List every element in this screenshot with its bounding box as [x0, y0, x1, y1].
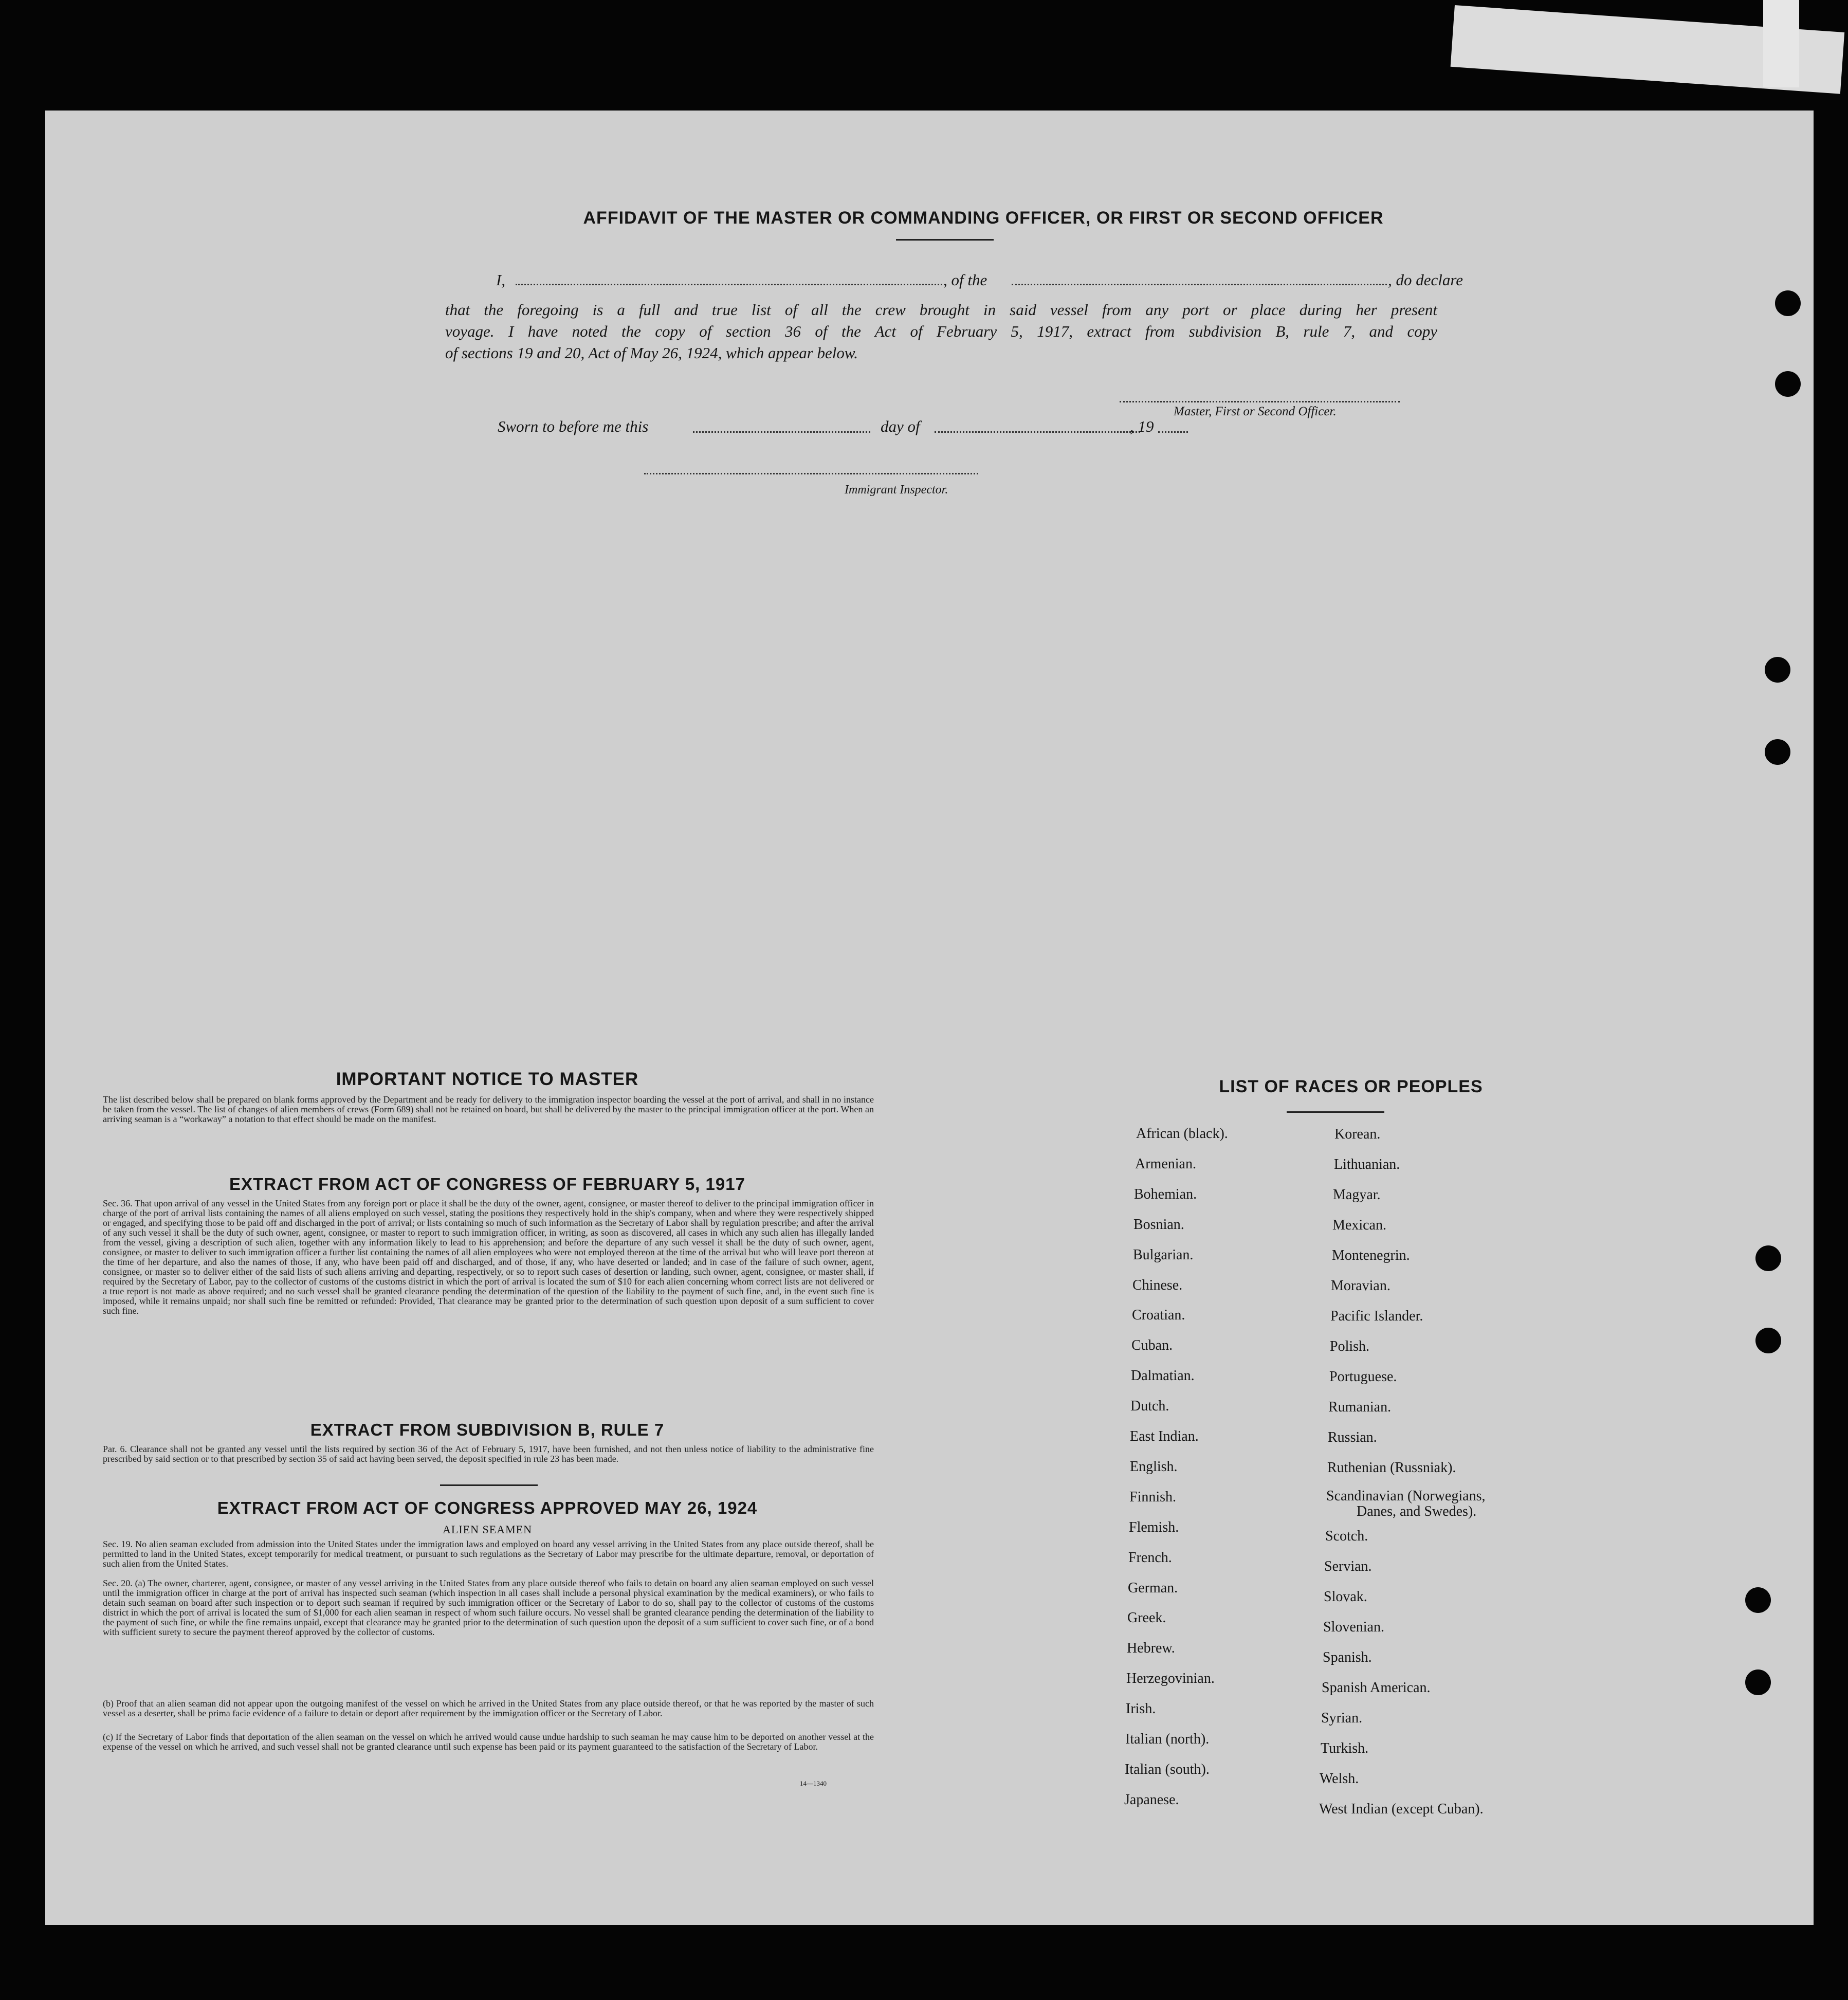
affidavit-line-2: that the foregoing is a full and true list of all the crew brought in said vessel from any port or place during her present — [445, 301, 1437, 319]
form-number: 14—1340 — [800, 1779, 827, 1787]
race-item: Lithuanian. — [1334, 1157, 1400, 1172]
races-title: LIST OF RACES OR PEOPLES — [1219, 1077, 1483, 1096]
race-item: Herzegovinian. — [1126, 1671, 1215, 1686]
affidavit-title: AFFIDAVIT OF THE MASTER OR COMMANDING OFFICER, OR FIRST OR SECOND OFFICER — [583, 208, 1384, 228]
race-item: Croatian. — [1132, 1307, 1185, 1323]
race-item: Bulgarian. — [1133, 1247, 1194, 1263]
race-item: Armenian. — [1135, 1156, 1196, 1172]
race-item: Bosnian. — [1133, 1217, 1184, 1233]
inspector-caption: Immigrant Inspector. — [845, 483, 948, 497]
alien-seamen-subtitle: ALIEN SEAMEN — [443, 1523, 532, 1536]
race-item: Montenegrin. — [1332, 1247, 1410, 1263]
sworn-month-line — [935, 431, 1140, 433]
race-item: Polish. — [1330, 1338, 1370, 1354]
race-item: Pacific Islander. — [1330, 1308, 1423, 1324]
race-item: Greek. — [1127, 1610, 1166, 1626]
day-of-text: day of — [881, 417, 920, 435]
race-item: Russian. — [1328, 1429, 1377, 1445]
title-rule — [896, 239, 994, 241]
race-item: Bohemian. — [1134, 1186, 1197, 1202]
race-item: Spanish American. — [1322, 1680, 1431, 1696]
year-line — [1158, 431, 1188, 433]
race-item: Finnish. — [1129, 1489, 1177, 1505]
punch-hole — [1745, 1587, 1771, 1613]
sworn-day-line — [693, 431, 870, 433]
background-sheet-corner — [1763, 0, 1799, 87]
race-item: Chinese. — [1132, 1277, 1183, 1293]
extract-1924-sec19: Sec. 19. No alien seaman excluded from admission into the United States under the immigration laws and employed on board any vessel arriving in the United States from any place outside thereof, shall be permitted to land in the United States, except temporarily for medical treatment, or pursuant to such regulations as the Secretary of Labor may prescribe for the ultimate departure, removal, or deportation of such alien from the United States. — [103, 1539, 874, 1569]
race-item: Servian. — [1324, 1558, 1372, 1574]
punch-hole — [1755, 1245, 1781, 1271]
punch-hole — [1755, 1328, 1781, 1353]
race-item: Korean. — [1334, 1126, 1381, 1142]
races-rule — [1287, 1111, 1384, 1113]
race-item: Slovenian. — [1323, 1619, 1384, 1635]
punch-hole — [1775, 290, 1801, 316]
race-item: Danes, and Swedes). — [1357, 1503, 1477, 1519]
race-item: English. — [1130, 1459, 1178, 1475]
form-page — [45, 111, 1814, 1925]
race-item: Irish. — [1126, 1701, 1156, 1717]
race-item: Moravian. — [1331, 1278, 1390, 1294]
officer-signature-line — [1120, 401, 1400, 402]
race-item: Slovak. — [1324, 1589, 1367, 1605]
affidavit-of-the: , of the — [943, 271, 987, 289]
section-rule — [440, 1484, 538, 1486]
race-item: Dutch. — [1130, 1398, 1169, 1414]
race-item: Portuguese. — [1329, 1369, 1397, 1385]
affidavit-do-declare: , do declare — [1388, 271, 1463, 289]
race-item: East Indian. — [1130, 1428, 1199, 1444]
race-item: Dalmatian. — [1131, 1368, 1195, 1384]
punch-hole — [1745, 1669, 1771, 1695]
race-item: Spanish. — [1323, 1649, 1372, 1665]
race-item: Italian (south). — [1125, 1762, 1210, 1777]
extract-1917-text: Sec. 36. That upon arrival of any vessel in the United States from any foreign port or place it shall be the duty of the owner, agent, consignee, or master thereof to deliver to the principal immigration officer in charge of the port of arrival lists containing the names of all aliens employed on such vessel, stating the positions they respectively hold in the ship's company, when and where they were respectively shipped or engaged, and specifying those to be paid off and discharged in the port of arrival; or lists containing so much of such information as the Secretary of Labor shall by regulation prescribe; and after the arrival of any such vessel it shall be the duty of such owner, agent, consignee, or master to report to such immigration officer, in writing, as soon as discovered, all cases in which any such alien has illegally landed from the vessel, giving a description of such alien, together with any information likely to lead to his apprehension; and before the departure of any such vessel it shall be the duty of such owner, agent, consignee, or master to deliver to such immigration officer a further list containing the names of all alien employees who were not employed thereon at the time of the arrival but who will leave port thereon at the time of her departure, and also the names of those, if any, who have been paid off and discharged, and of those, if any, who have deserted or landed; and in case of the failure of such owner, agent, consignee, or master so to deliver either of the said lists of such aliens arriving and departing, respectively, or so to report such cases of desertion or landing, such owner, agent, consignee, or master shall, if required by the Secretary of Labor, pay to the collector of customs of the customs district in which the port of arrival is located the sum of $10 for each alien concerning whom correct lists are not delivered or a true report is not made as above required; and no such vessel shall be granted clearance pending the determination of the question of the liability to the payment of such fine, and, in the event such fine is imposed, while it remains unpaid; nor shall such fine be remitted or refunded: Provided, That clearance may be granted prior to the determination of such question upon deposit of a sum sufficient to cover such fine. — [103, 1198, 874, 1316]
race-item: Mexican. — [1332, 1217, 1386, 1233]
inspector-signature-line — [644, 473, 978, 474]
extract-rule7-title: EXTRACT FROM SUBDIVISION B, RULE 7 — [310, 1420, 665, 1439]
signature-caption: Master, First or Second Officer. — [1174, 405, 1337, 418]
race-item: Cuban. — [1131, 1337, 1173, 1353]
affidavit-line-4: of sections 19 and 20, Act of May 26, 1924, which appear below. — [445, 344, 858, 362]
affidavit-line-3: voyage. I have noted the copy of section 36 of the Act of February 5, 1917, extract from subdivision B, rule 7, and copy — [445, 322, 1437, 340]
notice-title: IMPORTANT NOTICE TO MASTER — [336, 1069, 639, 1089]
race-item: French. — [1128, 1550, 1172, 1566]
race-item: Hebrew. — [1127, 1640, 1175, 1656]
extract-rule7-text: Par. 6. Clearance shall not be granted any vessel until the lists required by section 36 of the Act of February 5, 1917, have been furnished, and not then unless notice of liability to the administrative fine prescribed by said section or to that prescribed by section 35 of said act having been served, the deposit specified in rule 23 has been made. — [103, 1444, 874, 1464]
race-item: West Indian (except Cuban). — [1319, 1801, 1484, 1817]
race-item: Rumanian. — [1328, 1399, 1392, 1415]
extract-1924-title: EXTRACT FROM ACT OF CONGRESS APPROVED MAY 26, 1924 — [217, 1498, 758, 1517]
race-item: Magyar. — [1333, 1187, 1381, 1203]
race-item: Italian (north). — [1125, 1731, 1210, 1747]
vessel-name-line — [1012, 284, 1387, 285]
extract-1924-sec20a: Sec. 20. (a) The owner, charterer, agent, consignee, or master of any vessel arriving in the United States from any place outside thereof who fails to detain on board any alien seaman employed on such vessel until the immigration officer in charge at the port of arrival has inspected such seaman (which inspection in all cases shall include a personal physical examination by the medical examiners), or who fails to detain such seaman on board after such inspection or to deport such seaman if required by such immigration officer or the Secretary of Labor to do so, shall pay to the collector of customs of the customs district in which the port of arrival is located the sum of $1,000 for each alien seaman in respect of whom such failure occurs. No vessel shall be granted clearance pending the determination of the liability to the payment of such fine, or while the fine remains unpaid, except that clearance may be granted prior to the determination of such question upon the deposit of a sum sufficient to cover such fine, or of a bond with sufficient surety to secure the payment thereof approved by the collector of customs. — [103, 1578, 874, 1637]
sworn-text: Sworn to before me this — [498, 417, 649, 435]
notice-text: The list described below shall be prepared on blank forms approved by the Department and be ready for delivery to the immigration inspector boarding the vessel at the port of arrival, and shall in no instance be taken from the vessel. The list of changes of alien members of crews (Form 689) shall not be retained on board, but shall be delivered by the master to the principal immigration officer at the port. When an arriving seaman is a “workaway” a notation to that effect should be made on the manifest. — [103, 1094, 874, 1124]
race-item: Turkish. — [1321, 1740, 1369, 1756]
race-item: Syrian. — [1321, 1710, 1363, 1726]
year-prefix: , 19 — [1130, 417, 1154, 435]
extract-1924-sec20c: (c) If the Secretary of Labor finds that deportation of the alien seaman on the vessel on which he arrived would cause undue hardship to such seaman he may cause him to be deported on another vessel at the expense of the vessel on which he arrived, and such vessel shall not be granted clearance until such expense has been paid or its payment guaranteed to the satisfaction of the Secretary of Labor. — [103, 1732, 874, 1752]
master-name-line — [516, 284, 942, 285]
race-item: German. — [1128, 1580, 1178, 1596]
affidavit-i: I, — [496, 271, 506, 289]
punch-hole — [1765, 739, 1790, 765]
race-item: Flemish. — [1129, 1519, 1179, 1535]
race-item: African (black). — [1136, 1126, 1228, 1142]
race-item: Scotch. — [1325, 1528, 1368, 1544]
punch-hole — [1765, 657, 1790, 683]
extract-1924-sec20b: (b) Proof that an alien seaman did not appear upon the outgoing manifest of the vessel on which he arrived in the United States from any place outside thereof, or that he was reported by the master of such vessel as a deserter, shall be prima facie evidence of a failure to detain or deport after requirement by the immigration officer or the Secretary of Labor. — [103, 1698, 874, 1718]
race-item: Japanese. — [1124, 1792, 1179, 1808]
race-item: Welsh. — [1320, 1771, 1359, 1787]
punch-hole — [1775, 371, 1801, 397]
race-item: Ruthenian (Russniak). — [1327, 1460, 1456, 1476]
race-item: Scandinavian (Norwegians, — [1326, 1488, 1486, 1504]
extract-1917-title: EXTRACT FROM ACT OF CONGRESS OF FEBRUARY 5, 1917 — [229, 1175, 745, 1194]
